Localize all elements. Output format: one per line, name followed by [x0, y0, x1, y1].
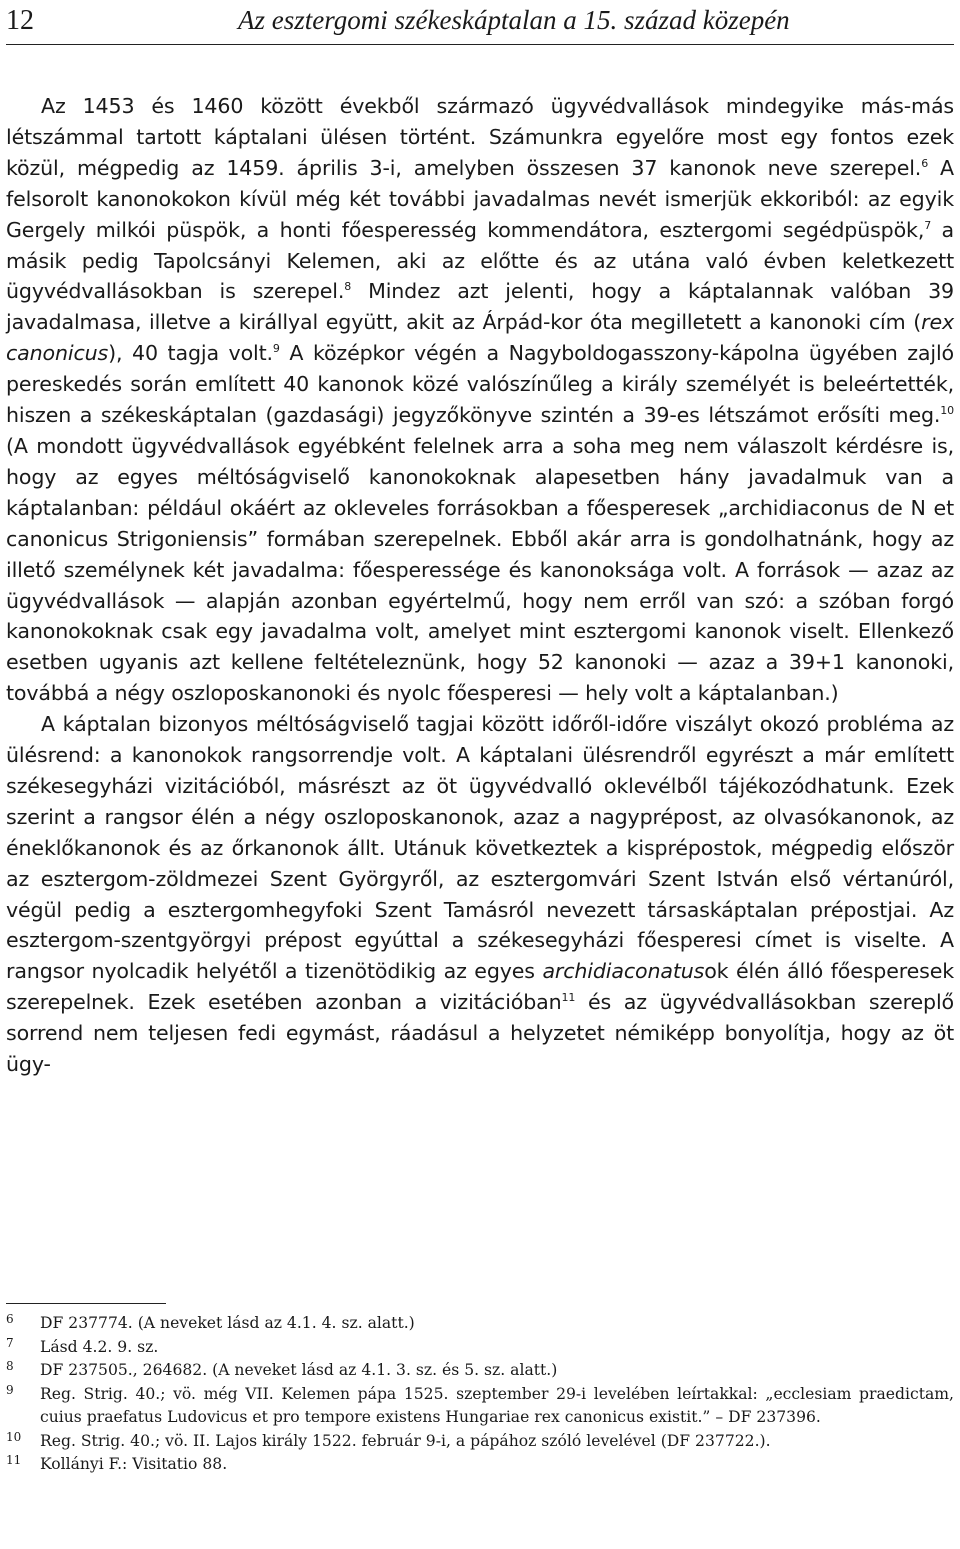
- footnote-ref: 6: [921, 156, 929, 170]
- footnote-number: 11: [6, 1453, 22, 1467]
- text-segment: Az 1453 és 1460 között évekből származó ügyvédvallások mindegyike más-más létszámmal tartott káptalani ülésen történt. Számunkra egyelőre most egy fontos ezek közül, mégpedig az 1459. április 3-i, amelyben összesen 37 kanonok neve szerepel.: [6, 94, 954, 180]
- footnote-text: Lásd 4.2. 9. sz.: [40, 1337, 159, 1356]
- page-number: 12: [6, 5, 34, 36]
- footnote: [6, 1383, 954, 1430]
- footnote-number: 6: [6, 1312, 14, 1326]
- footnotes: [6, 1303, 954, 1477]
- footnote-text: Kollányi F.: Visitatio 88.: [40, 1455, 228, 1473]
- text-segment: A káptalan bizonyos méltóságviselő tagjai között időről-időre viszályt okozó probléma az ülésrend: a kanonokok rangsorrendje volt. A káptalani ülésrendről egyrészt a már említett székesegyházi vizitációból, másrészt az öt ügyvédvalló oklevélből tájékozódhatunk. Ezek szerint a rangsor élén a négy oszloposkanonok, azaz a nagyprépost, az olvasókanonok, az éneklőkanonok és az őrkanonok állt. Utánuk következtek a kisprépostok, mégpedig először az esztergom-zöldmezei Szent Györgyről, az esztergomvári Szent István első vértanúról, végül pedig a esztergomhegyfoki Szent Tamásról nevezett társaskáptalan prépostjai. Az esztergom-szentgyörgyi prépost egyúttal a székesegyházi főesperesi címet is viselte. A rangsor nyolcadik helyétől a tizenötödikig az egyes: [6, 712, 954, 984]
- footnote-number: 10: [6, 1429, 22, 1444]
- running-title: Az esztergomi székeskáptalan a 15. század közepén: [238, 5, 790, 35]
- italic-term: archidiaconatus: [542, 959, 705, 984]
- footnote: [6, 1359, 954, 1383]
- footnote-ref: 8: [344, 280, 352, 294]
- footnote: [6, 1453, 954, 1477]
- footnote-ref: 9: [272, 342, 280, 356]
- footnote-ref: 11: [561, 991, 576, 1005]
- footnote-text: Reg. Strig. 40.; vö. még VII. Kelemen pápa 1525. szeptember 29-i levelében leírtakkal: „ecclesiam praedictam, cuius praefatus Ludovicus et pro tempore existens Hungariae rex canonicus existit.” – DF 237396.: [40, 1384, 954, 1426]
- text-segment: ok élén álló főesperesek szerepelnek. Ezek esetében azonban a vizitációban: [6, 959, 954, 1015]
- footnote-text: DF 237505., 264682. (A neveket lásd az 4.1. 3. sz. és 5. sz. alatt.): [40, 1361, 558, 1379]
- page-header: [6, 0, 954, 45]
- footnote-ref: 7: [924, 218, 932, 232]
- body-text: [6, 91, 954, 1080]
- text-segment: A középkor végén a Nagyboldogasszony-kápolna ügyében zajló pereskedés során említett 40 kanonok közé valószínűleg a király személyét is beleértették, hiszen a székeskáptalan (gazdasági) jegyzőkönyve szintén a 39-es létszámot erősíti meg.: [6, 341, 954, 428]
- text-segment: A felsorolt kanonokokon kívül még két további javadalmas nevét ismerjük ekkoriból: az egyik Gergely milkói püspök, a honti főesperesség kommendátora, esztergomi segédpüspök,: [6, 155, 954, 242]
- text-segment: ), 40 tagja volt.: [108, 341, 273, 366]
- footnote-number: 8: [6, 1359, 14, 1373]
- text-segment: és az ügyvédvallásokban szereplő sorrend nem teljesen fedi egymást, ráadásul a helyzetet némiképp bonyolítja, hogy az öt ügy-: [6, 990, 954, 1077]
- footnote-number: 9: [6, 1382, 14, 1397]
- text-segment: (A mondott ügyvédvallások egyébként felelnek arra a soha meg nem válaszolt kérdésre is, hogy az egyes méltóságviselő kanonokoknak alapesetben hány javadalmuk van a káptalanban: például okáért az okleveles forrásokban a főesperesek „archidiaconus de N et canonicus Strigoniensis” formában szerepelnek. Ebből akár arra is gondolhatnánk, hogy az illető személynek két javadalma: főesperessége és kanonoksága volt. A források — azaz az ügyvédvallások — alapján azonban egyértelmű, hogy nem erről van szó: a szóban forgó kanonokoknak csak egy javadalma volt, amelyet mint esztergomi kanonok viselt. Ellenkező esetben ugyanis azt kellene feltételeznünk, hogy 52 kanonoki — azaz a 39+1 kanonoki, továbbá a négy oszloposkanonoki és nyolc főesperesi — hely volt a káptalanban.): [6, 433, 954, 706]
- footnote: [6, 1336, 954, 1360]
- text-segment: Mindez azt jelenti, hogy a káptalannak valóban 39 javadalmasa, illetve a királlyal együtt, akit az Árpád-kor óta megilletett a kanonoki cím (: [6, 279, 954, 335]
- text-segment: a másik pedig Tapolcsányi Kelemen, aki az előtte és az utána való évben keletkezett ügyvédvallásokban is szerepel.: [6, 217, 954, 304]
- footnote-rule: [6, 1303, 166, 1304]
- footnote-number: 7: [6, 1335, 14, 1350]
- footnote: [6, 1430, 954, 1454]
- footnote-text: DF 237774. (A neveket lásd az 4.1. 4. sz. alatt.): [40, 1314, 415, 1332]
- paragraph-1: [6, 91, 954, 709]
- footnote-ref: 10: [940, 404, 954, 418]
- italic-term: rex canonicus: [6, 310, 954, 366]
- paragraph-2: [6, 709, 954, 1080]
- footnote-text: Reg. Strig. 40.; vö. II. Lajos király 1522. február 9-i, a pápához szóló levelével (DF 237722.).: [40, 1431, 771, 1450]
- footnote: [6, 1312, 954, 1336]
